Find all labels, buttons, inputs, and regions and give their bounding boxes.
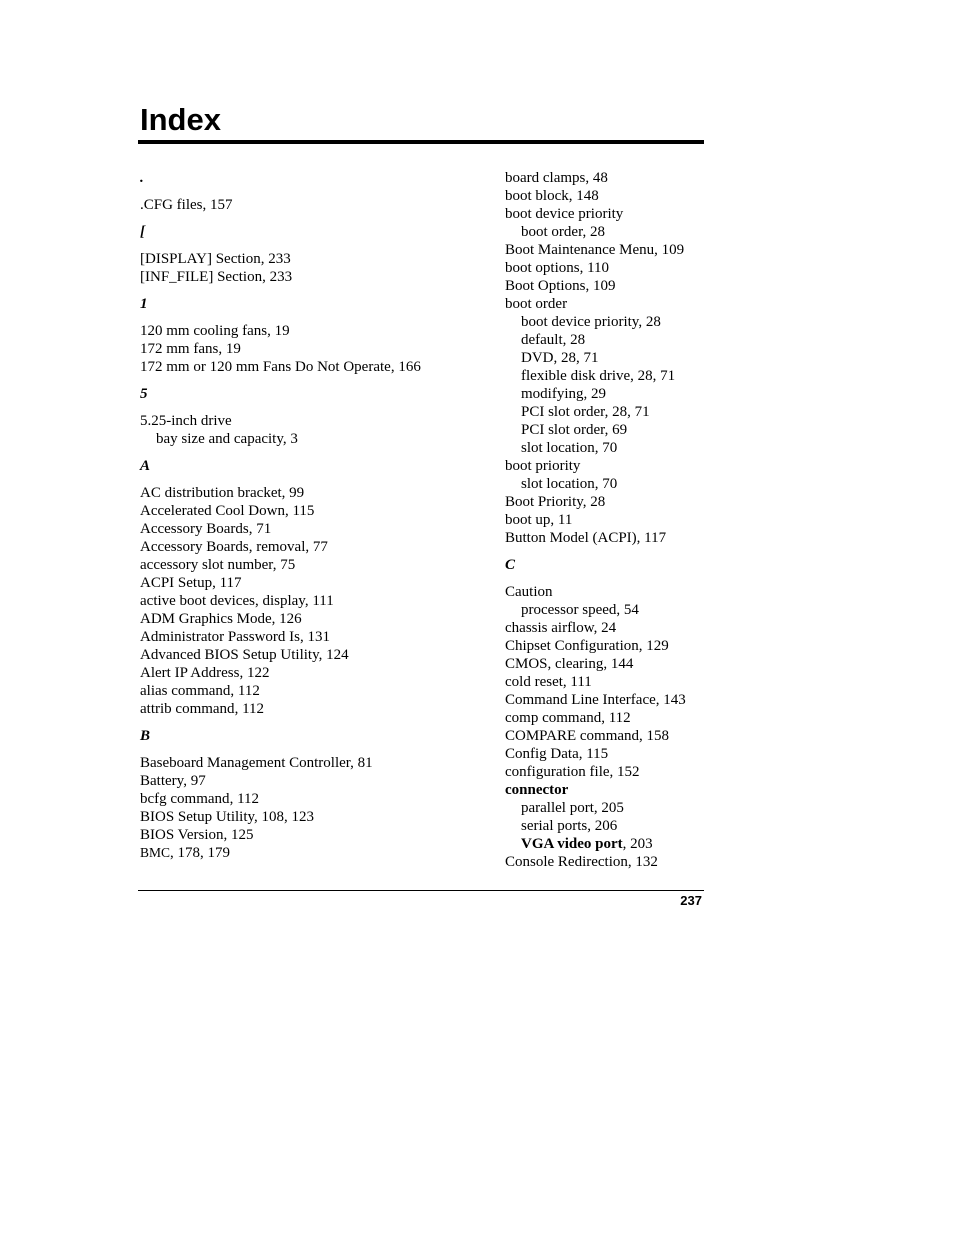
- index-subentry: [505, 385, 865, 403]
- index-section: [140, 457, 500, 718]
- index-entry: [505, 691, 865, 709]
- entry-pages: , 81: [350, 755, 373, 771]
- entry-term: PCI slot order: [521, 422, 605, 438]
- index-entry: [505, 637, 865, 655]
- entry-term: Caution: [505, 584, 553, 600]
- entry-term: BIOS Setup Utility: [140, 809, 255, 825]
- entry-pages: , 131: [300, 629, 330, 645]
- entry-pages: , 70: [594, 476, 618, 492]
- index-entry: [505, 853, 865, 871]
- index-entry: [505, 187, 865, 205]
- entry-term: DVD: [521, 350, 554, 366]
- index-entry: [505, 511, 865, 529]
- index-entry: [505, 493, 865, 511]
- entry-term: Boot Priority: [505, 494, 583, 510]
- entry-term: CMOS, clearing: [505, 656, 604, 672]
- entry-term: Button Model (ACPI): [505, 530, 637, 546]
- index-entry: [505, 583, 865, 601]
- index-subentry: [505, 601, 865, 619]
- index-entry: [140, 700, 500, 718]
- index-entry: [140, 250, 500, 268]
- entry-term: slot location: [521, 476, 595, 492]
- index-subentry: [505, 349, 865, 367]
- entry-pages: , 24: [593, 620, 617, 636]
- entry-term: Advanced BIOS Setup Utility: [140, 647, 319, 663]
- index-entry: [140, 790, 500, 808]
- index-subentry: [505, 313, 865, 331]
- entry-pages: , 77: [305, 539, 328, 555]
- entry-term: BMC: [140, 845, 171, 860]
- entry-term: Accessory Boards: [140, 521, 249, 537]
- entry-pages: , 97: [183, 773, 206, 789]
- entry-term: chassis airflow: [505, 620, 594, 636]
- index-subentry: [505, 223, 865, 241]
- entry-pages: , 126: [271, 611, 302, 627]
- entry-pages: , 233: [260, 251, 291, 267]
- entry-pages: , 109: [585, 278, 616, 294]
- index-entry: [140, 628, 500, 646]
- index-section: [505, 169, 865, 547]
- entry-term: boot order: [505, 296, 568, 312]
- entry-term: [INF_FILE] Section: [140, 269, 263, 285]
- index-entry: [140, 322, 500, 340]
- index-entry: [140, 754, 500, 772]
- index-entry: [140, 574, 500, 592]
- entry-pages: , 144: [603, 656, 634, 672]
- entry-term: default: [521, 332, 563, 348]
- entry-term: boot block: [505, 188, 569, 204]
- index-entry: [140, 268, 500, 286]
- index-entry: [140, 844, 500, 862]
- entry-pages: , 28: [582, 494, 606, 510]
- entry-term: [DISPLAY] Section: [140, 251, 261, 267]
- index-section: [140, 385, 500, 448]
- entry-term: configuration file: [505, 764, 610, 780]
- entry-term: Administrator Password Is: [140, 629, 300, 645]
- entry-pages: , 233: [262, 269, 293, 285]
- entry-term: boot device priority: [521, 314, 639, 330]
- section-heading: C: [505, 557, 516, 573]
- entry-pages: , 54: [616, 602, 639, 618]
- index-entry: [140, 196, 500, 214]
- index-subentry: [505, 367, 865, 385]
- entry-pages: , 112: [234, 701, 265, 717]
- index-entry: [505, 169, 865, 187]
- index-section: [140, 223, 500, 286]
- page-title: Index: [140, 102, 221, 137]
- entry-term: Alert IP Address: [140, 665, 240, 681]
- entry-pages: , 28: [582, 224, 605, 240]
- index-entry: [140, 520, 500, 538]
- entry-pages: , 111: [562, 674, 592, 690]
- entry-term: board clamps: [505, 170, 586, 186]
- footer-rule: [138, 890, 704, 891]
- index-entry: [140, 646, 500, 664]
- entry-term: Console Redirection: [505, 854, 628, 870]
- index-entry: [140, 556, 500, 574]
- index-subentry: [505, 835, 865, 853]
- entry-term: parallel port: [521, 800, 594, 816]
- entry-pages: , 48: [585, 170, 608, 186]
- entry-pages: , 11: [550, 512, 573, 528]
- entry-pages: , 3: [282, 431, 298, 447]
- entry-pages: , 124: [318, 647, 349, 663]
- section-heading: 5: [140, 386, 148, 402]
- index-entry: [505, 457, 865, 475]
- index-entry: [505, 277, 865, 295]
- index-subentry: [505, 331, 865, 349]
- index-entry: [505, 259, 865, 277]
- entry-term: ADM Graphics Mode: [140, 611, 272, 627]
- index-entry: [140, 610, 500, 628]
- index-entry: [140, 682, 500, 700]
- entry-term: attrib command: [140, 701, 235, 717]
- entry-term: boot up: [505, 512, 551, 528]
- entry-pages: , 203: [622, 836, 653, 852]
- index-entry: [505, 781, 865, 799]
- entry-term: 120 mm cooling fans: [140, 323, 268, 339]
- entry-pages: , 112: [230, 683, 260, 699]
- entry-term: serial ports: [521, 818, 588, 834]
- entry-pages: , 70: [594, 440, 618, 456]
- index-entry: [505, 763, 865, 781]
- entry-term: flexible disk drive: [521, 368, 631, 384]
- index-column-left: [140, 169, 500, 862]
- entry-pages: , 122: [239, 665, 270, 681]
- entry-term: boot priority: [505, 458, 581, 474]
- index-entry: [140, 538, 500, 556]
- entry-pages: , 129: [638, 638, 669, 654]
- index-section: [505, 556, 865, 871]
- entry-term: comp command: [505, 710, 602, 726]
- entry-pages: , 28: [562, 332, 586, 348]
- entry-term: ACPI Setup: [140, 575, 213, 591]
- index-entry: [505, 529, 865, 547]
- entry-term: slot location: [521, 440, 595, 456]
- entry-pages: , 71: [248, 521, 272, 537]
- index-entry: [140, 808, 500, 826]
- entry-pages: , 108, 123: [254, 809, 315, 825]
- entry-term: 172 mm or 120 mm Fans Do Not Operate: [140, 359, 391, 375]
- entry-pages: , 132: [627, 854, 658, 870]
- index-entry: [140, 358, 500, 376]
- entry-term: Config Data: [505, 746, 579, 762]
- section-heading: [: [140, 224, 145, 240]
- entry-term: Command Line Interface: [505, 692, 656, 708]
- index-entry: [140, 502, 500, 520]
- entry-pages: , 205: [593, 800, 624, 816]
- index-entry: [140, 664, 500, 682]
- entry-pages: , 115: [578, 746, 609, 762]
- entry-pages: , 99: [281, 485, 305, 501]
- index-entry: [140, 772, 500, 790]
- index-subentry: [505, 421, 865, 439]
- entry-pages: , 117: [636, 530, 667, 546]
- entry-term: accessory slot number: [140, 557, 273, 573]
- index-entry: [505, 241, 865, 259]
- entry-term: Chipset Configuration: [505, 638, 639, 654]
- index-entry: [140, 826, 500, 844]
- entry-pages: , 29: [583, 386, 606, 402]
- entry-pages: , 206: [587, 818, 618, 834]
- entry-term: 5.25-inch drive: [140, 413, 232, 429]
- entry-term: Boot Maintenance Menu: [505, 242, 655, 258]
- entry-term: .CFG files: [140, 197, 203, 213]
- entry-term: processor speed: [521, 602, 617, 618]
- entry-pages: , 28: [638, 314, 661, 330]
- entry-pages: , 152: [609, 764, 640, 780]
- entry-pages: , 158: [639, 728, 670, 744]
- section-heading: B: [140, 728, 151, 744]
- index-subentry: [505, 799, 865, 817]
- entry-term: 172 mm fans: [140, 341, 219, 357]
- entry-term: bcfg command: [140, 791, 230, 807]
- section-heading: 1: [140, 296, 148, 312]
- entry-pages: , 109: [654, 242, 685, 258]
- index-entry: [140, 340, 500, 358]
- index-entry: [505, 295, 865, 313]
- index-entry: [505, 745, 865, 763]
- entry-pages: , 111: [304, 593, 334, 609]
- index-entry: [140, 484, 500, 502]
- entry-pages: , 28, 71: [553, 350, 599, 366]
- entry-pages: , 28, 71: [630, 368, 676, 384]
- entry-term: connector: [505, 782, 569, 798]
- entry-term: Accessory Boards, removal: [140, 539, 306, 555]
- index-entry: [505, 727, 865, 745]
- entry-pages: , 148: [568, 188, 599, 204]
- page-number: 237: [680, 893, 702, 908]
- entry-term: cold reset: [505, 674, 563, 690]
- entry-pages: , 143: [655, 692, 686, 708]
- index-subentry: [505, 439, 865, 457]
- entry-term: AC distribution bracket: [140, 485, 282, 501]
- entry-term: Battery: [140, 773, 184, 789]
- index-entry: [505, 619, 865, 637]
- index-entry: [140, 412, 500, 430]
- entry-term: bay size and capacity: [156, 431, 283, 447]
- entry-pages: , 19: [267, 323, 290, 339]
- entry-term: modifying: [521, 386, 584, 402]
- entry-term: COMPARE command: [505, 728, 640, 744]
- section-heading: .: [140, 170, 144, 186]
- index-entry: [505, 673, 865, 691]
- entry-pages: , 75: [272, 557, 296, 573]
- entry-term: Accelerated Cool Down: [140, 503, 285, 519]
- entry-pages: , 125: [223, 827, 254, 843]
- entry-pages: , 69: [604, 422, 628, 438]
- index-section: [140, 169, 500, 214]
- entry-pages: , 115: [284, 503, 315, 519]
- entry-term: VGA video port: [521, 836, 623, 852]
- entry-term: active boot devices, display: [140, 593, 305, 609]
- section-heading: A: [140, 458, 151, 474]
- entry-pages: , 117: [212, 575, 242, 591]
- entry-term: boot device priority: [505, 206, 624, 222]
- entry-pages: , 157: [202, 197, 233, 213]
- entry-pages: , 19: [218, 341, 241, 357]
- entry-pages: , 28, 71: [604, 404, 650, 420]
- index-subentry: [505, 817, 865, 835]
- index-entry: [505, 655, 865, 673]
- entry-pages: , 112: [601, 710, 631, 726]
- entry-pages: , 112: [229, 791, 260, 807]
- entry-term: PCI slot order: [521, 404, 605, 420]
- entry-term: boot order: [521, 224, 583, 240]
- index-section: [140, 295, 500, 376]
- title-rule: [138, 140, 704, 144]
- entry-term: BIOS Version: [140, 827, 224, 843]
- entry-term: Boot Options: [505, 278, 586, 294]
- entry-pages: , 110: [579, 260, 610, 276]
- index-entry: [140, 592, 500, 610]
- entry-term: Baseboard Management Controller: [140, 755, 351, 771]
- index-entry: [505, 205, 865, 223]
- index-column-right: [505, 169, 865, 871]
- entry-pages: , 178, 179: [170, 845, 231, 861]
- index-subentry: [505, 403, 865, 421]
- entry-pages: , 166: [390, 359, 421, 375]
- index-subentry: [140, 430, 500, 448]
- entry-term: boot options: [505, 260, 580, 276]
- entry-term: alias command: [140, 683, 231, 699]
- index-entry: [505, 709, 865, 727]
- index-subentry: [505, 475, 865, 493]
- index-section: [140, 727, 500, 862]
